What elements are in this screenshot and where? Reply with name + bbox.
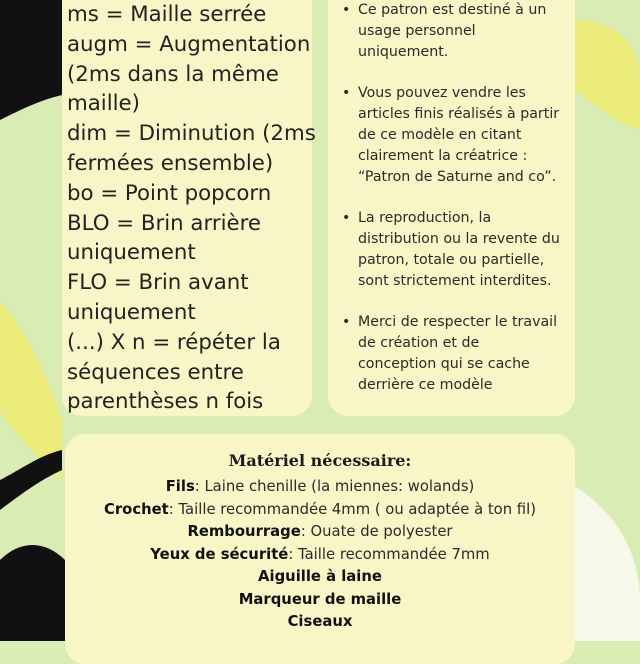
materials-card: [65, 434, 575, 664]
abbreviation-line: maille): [67, 91, 140, 117]
material-row: [65, 611, 575, 634]
material-label: Aiguille à laine: [258, 568, 382, 585]
materials-title: Matériel nécessaire:: [228, 451, 412, 470]
abbreviation-line: (2ms dans la même: [67, 61, 279, 87]
material-value: : Laine chenille (la miennes: wolands): [194, 478, 475, 495]
material-label: Rembourrage: [187, 523, 301, 540]
abbreviation-line: parenthèses n fois: [67, 389, 264, 415]
abbreviation-line: augm = Augmentation: [67, 31, 311, 57]
material-label: Marqueur de maille: [238, 590, 402, 608]
material-value: : Taille recommandée 4mm ( ou adaptée à ton fil): [168, 500, 536, 518]
terms-item-text: La reproduction, la distribution ou la revente du patron, totale ou partielle, sont strictement interdites.: [358, 210, 560, 289]
material-row: [65, 544, 575, 567]
material-row: [65, 476, 575, 499]
bullet-icon: •: [342, 314, 351, 330]
material-row: [65, 499, 575, 522]
terms-item-text: Merci de respecter le travail de création et de conception qui se cache derrière ce modèle: [358, 314, 558, 393]
terms-item: [342, 312, 561, 396]
material-label: Crochet: [104, 500, 169, 518]
material-row: [65, 566, 575, 589]
abbreviation-line: uniquement: [67, 240, 196, 266]
terms-item-text: Ce patron est destiné à un usage personnel uniquement.: [358, 2, 547, 60]
abbreviation-line: bo = Point popcorn: [67, 180, 272, 206]
terms-item: [342, 83, 561, 188]
bullet-icon: •: [342, 85, 351, 101]
material-label: Ciseaux: [287, 613, 353, 630]
terms-item-text: Vous pouvez vendre les articles finis réalisés à partir de ce modèle en citant clairement la créatrice : “Patron de Saturne and co”.: [358, 85, 560, 185]
material-value: : Taille recommandée 7mm: [288, 545, 490, 563]
abbreviation-line: BLO = Brin arrière: [67, 210, 262, 236]
material-label: Fils: [165, 478, 195, 495]
material-row: [65, 589, 575, 612]
abbreviation-line: (...) X n = répéter la: [67, 329, 281, 355]
material-row: [65, 521, 575, 544]
dark-blob-bottom: [0, 545, 65, 641]
terms-of-use-card: [328, 0, 575, 416]
abbreviations-card: [62, 0, 316, 416]
abbreviation-line: ms = Maille serrée: [67, 2, 267, 27]
terms-item: [342, 0, 561, 63]
terms-item: [342, 208, 561, 292]
terms-list: [342, 0, 561, 396]
material-value: : Ouate de polyester: [300, 523, 453, 540]
bullet-icon: •: [342, 2, 351, 18]
abbreviation-line: séquences entre: [67, 359, 244, 385]
bullet-icon: •: [342, 210, 351, 226]
abbreviation-line: FLO = Brin avant: [67, 270, 249, 296]
abbreviation-line: dim = Diminution (2ms: [67, 121, 316, 147]
abbreviation-line: fermées ensemble): [67, 150, 274, 176]
abbreviation-line: uniquement: [67, 299, 196, 325]
material-label: Yeux de sécurité: [150, 545, 289, 563]
